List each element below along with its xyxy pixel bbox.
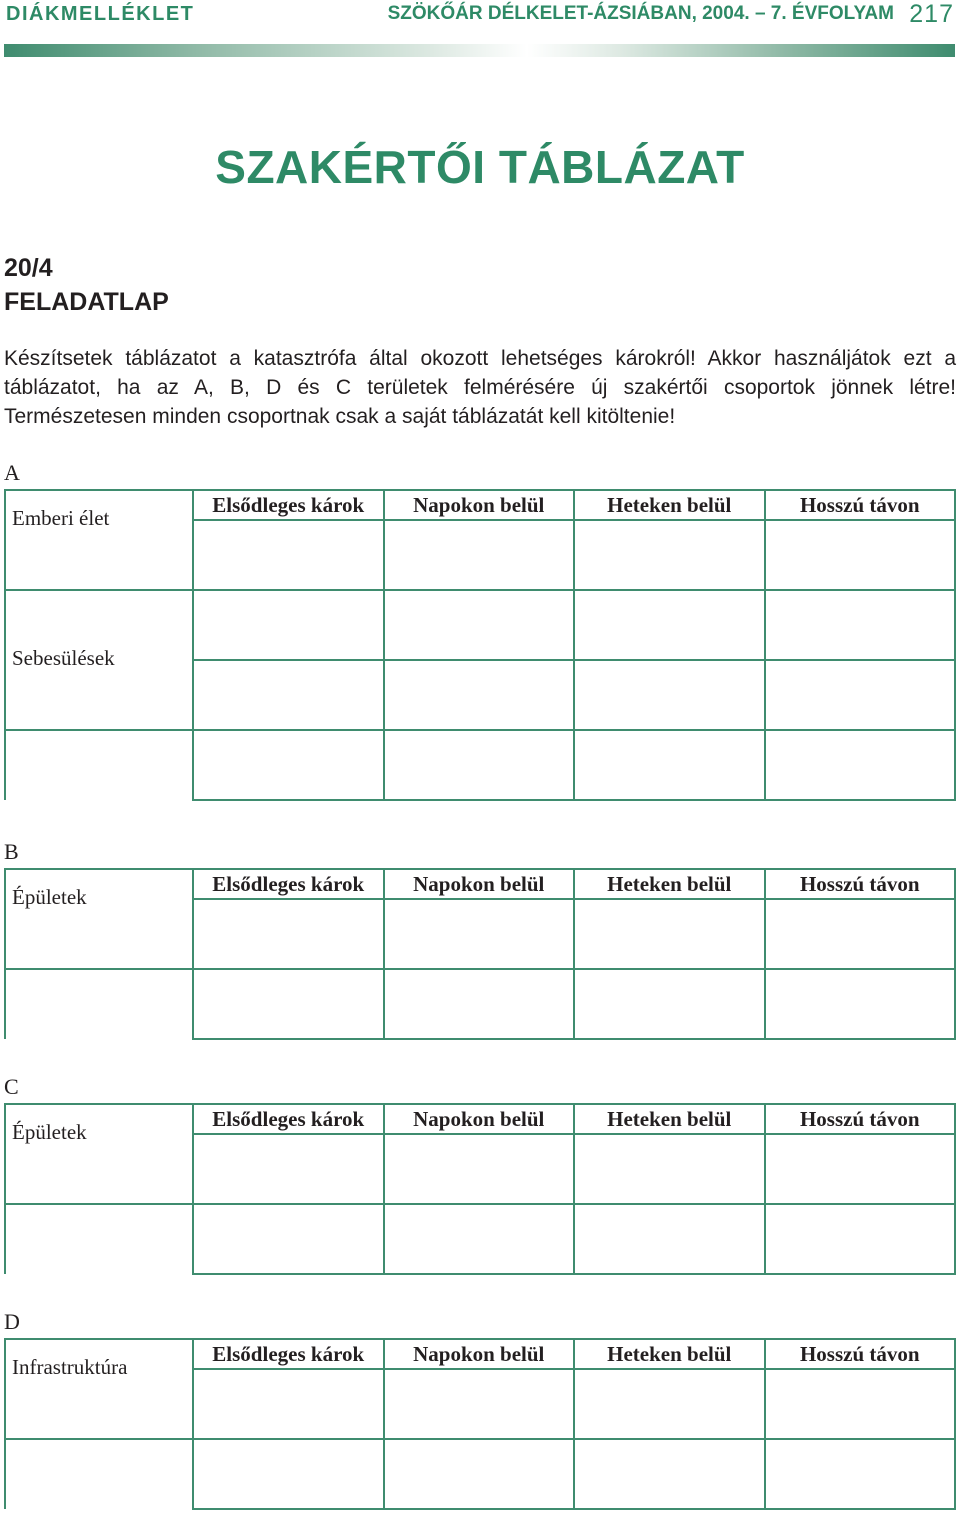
col-header-long-term: Hosszú távon — [765, 1104, 956, 1134]
col-header-primary: Elsődleges károk — [193, 869, 384, 899]
row-label-spacer — [5, 730, 193, 800]
page-number: 217 — [909, 0, 954, 28]
input-cell[interactable] — [384, 730, 575, 800]
input-cell[interactable] — [765, 1134, 956, 1204]
input-cell[interactable] — [574, 899, 765, 969]
input-cell[interactable] — [193, 660, 384, 730]
col-header-days: Napokon belül — [384, 1104, 575, 1134]
input-cell[interactable] — [193, 1439, 384, 1509]
input-cell[interactable] — [765, 520, 956, 590]
input-cell[interactable] — [574, 660, 765, 730]
col-header-weeks: Heteken belül — [574, 1104, 765, 1134]
input-cell[interactable] — [193, 969, 384, 1039]
section-label-c: C — [4, 1074, 19, 1099]
input-cell[interactable] — [384, 590, 575, 660]
input-cell[interactable] — [765, 1369, 956, 1439]
input-cell[interactable] — [765, 730, 956, 800]
section-label-d: D — [4, 1309, 20, 1334]
input-cell[interactable] — [384, 520, 575, 590]
row-label-spacer — [5, 969, 193, 1039]
row-label: Épületek — [5, 899, 193, 969]
input-cell[interactable] — [765, 660, 956, 730]
header-right-title: SZÖKŐÁR DÉLKELET-ÁZSIÁBAN, 2004. – 7. ÉVFOLYAM — [387, 3, 894, 24]
col-header-weeks: Heteken belül — [574, 490, 765, 520]
input-cell[interactable] — [384, 899, 575, 969]
table-d — [4, 1338, 956, 1510]
input-cell[interactable] — [384, 1204, 575, 1274]
task-heading — [4, 251, 169, 319]
col-header-weeks: Heteken belül — [574, 1339, 765, 1369]
col-header-days: Napokon belül — [384, 490, 575, 520]
input-cell[interactable] — [193, 590, 384, 660]
header-left-title: DIÁKMELLÉKLET — [6, 3, 195, 25]
page-header — [0, 0, 960, 60]
input-cell[interactable] — [193, 899, 384, 969]
row-label: Épületek — [5, 1134, 193, 1204]
input-cell[interactable] — [193, 1134, 384, 1204]
section-label-a: A — [4, 460, 20, 485]
input-cell[interactable] — [574, 969, 765, 1039]
input-cell[interactable] — [193, 1204, 384, 1274]
table-b — [4, 868, 956, 1040]
input-cell[interactable] — [574, 1134, 765, 1204]
input-cell[interactable] — [574, 1439, 765, 1509]
table-a — [4, 489, 956, 801]
input-cell[interactable] — [765, 1439, 956, 1509]
input-cell[interactable] — [574, 730, 765, 800]
row-label-spacer — [5, 1204, 193, 1274]
input-cell[interactable] — [765, 969, 956, 1039]
col-header-primary: Elsődleges károk — [193, 490, 384, 520]
row-label: Infrastruktúra — [5, 1369, 193, 1439]
col-header-primary: Elsődleges károk — [193, 1339, 384, 1369]
input-cell[interactable] — [384, 1369, 575, 1439]
row-label: Emberi élet — [5, 520, 193, 590]
input-cell[interactable] — [765, 1204, 956, 1274]
input-cell[interactable] — [193, 730, 384, 800]
task-number: 20/4 — [4, 254, 53, 282]
task-label: FELADATLAP — [4, 288, 169, 316]
input-cell[interactable] — [574, 590, 765, 660]
input-cell[interactable] — [574, 1369, 765, 1439]
input-cell[interactable] — [765, 899, 956, 969]
input-cell[interactable] — [574, 1204, 765, 1274]
input-cell[interactable] — [384, 1134, 575, 1204]
row-label-spacer — [5, 1439, 193, 1509]
input-cell[interactable] — [384, 1439, 575, 1509]
input-cell[interactable] — [384, 660, 575, 730]
col-header-days: Napokon belül — [384, 1339, 575, 1369]
col-header-weeks: Heteken belül — [574, 869, 765, 899]
input-cell[interactable] — [384, 969, 575, 1039]
table-c — [4, 1103, 956, 1275]
input-cell[interactable] — [193, 1369, 384, 1439]
section-label-b: B — [4, 839, 19, 864]
input-cell[interactable] — [765, 590, 956, 660]
input-cell[interactable] — [574, 520, 765, 590]
col-header-long-term: Hosszú távon — [765, 1339, 956, 1369]
input-cell[interactable] — [193, 520, 384, 590]
col-header-long-term: Hosszú távon — [765, 869, 956, 899]
col-header-long-term: Hosszú távon — [765, 490, 956, 520]
header-gradient-bar — [4, 44, 955, 57]
row-label: Sebesülések — [5, 660, 193, 730]
intro-paragraph: Készítsetek táblázatot a katasztrófa által okozott lehetséges károkról! Akkor használjátok ezt a táblázatot, ha az A, B, D és C területek felmérésére új szakértői csoportok jönnek létre! Természetesen minden csoportnak csak a saját táblázatát kell kitöltenie! — [4, 347, 956, 428]
col-header-primary: Elsődleges károk — [193, 1104, 384, 1134]
col-header-days: Napokon belül — [384, 869, 575, 899]
page-title: SZAKÉRTŐI TÁBLÁZAT — [215, 141, 745, 193]
